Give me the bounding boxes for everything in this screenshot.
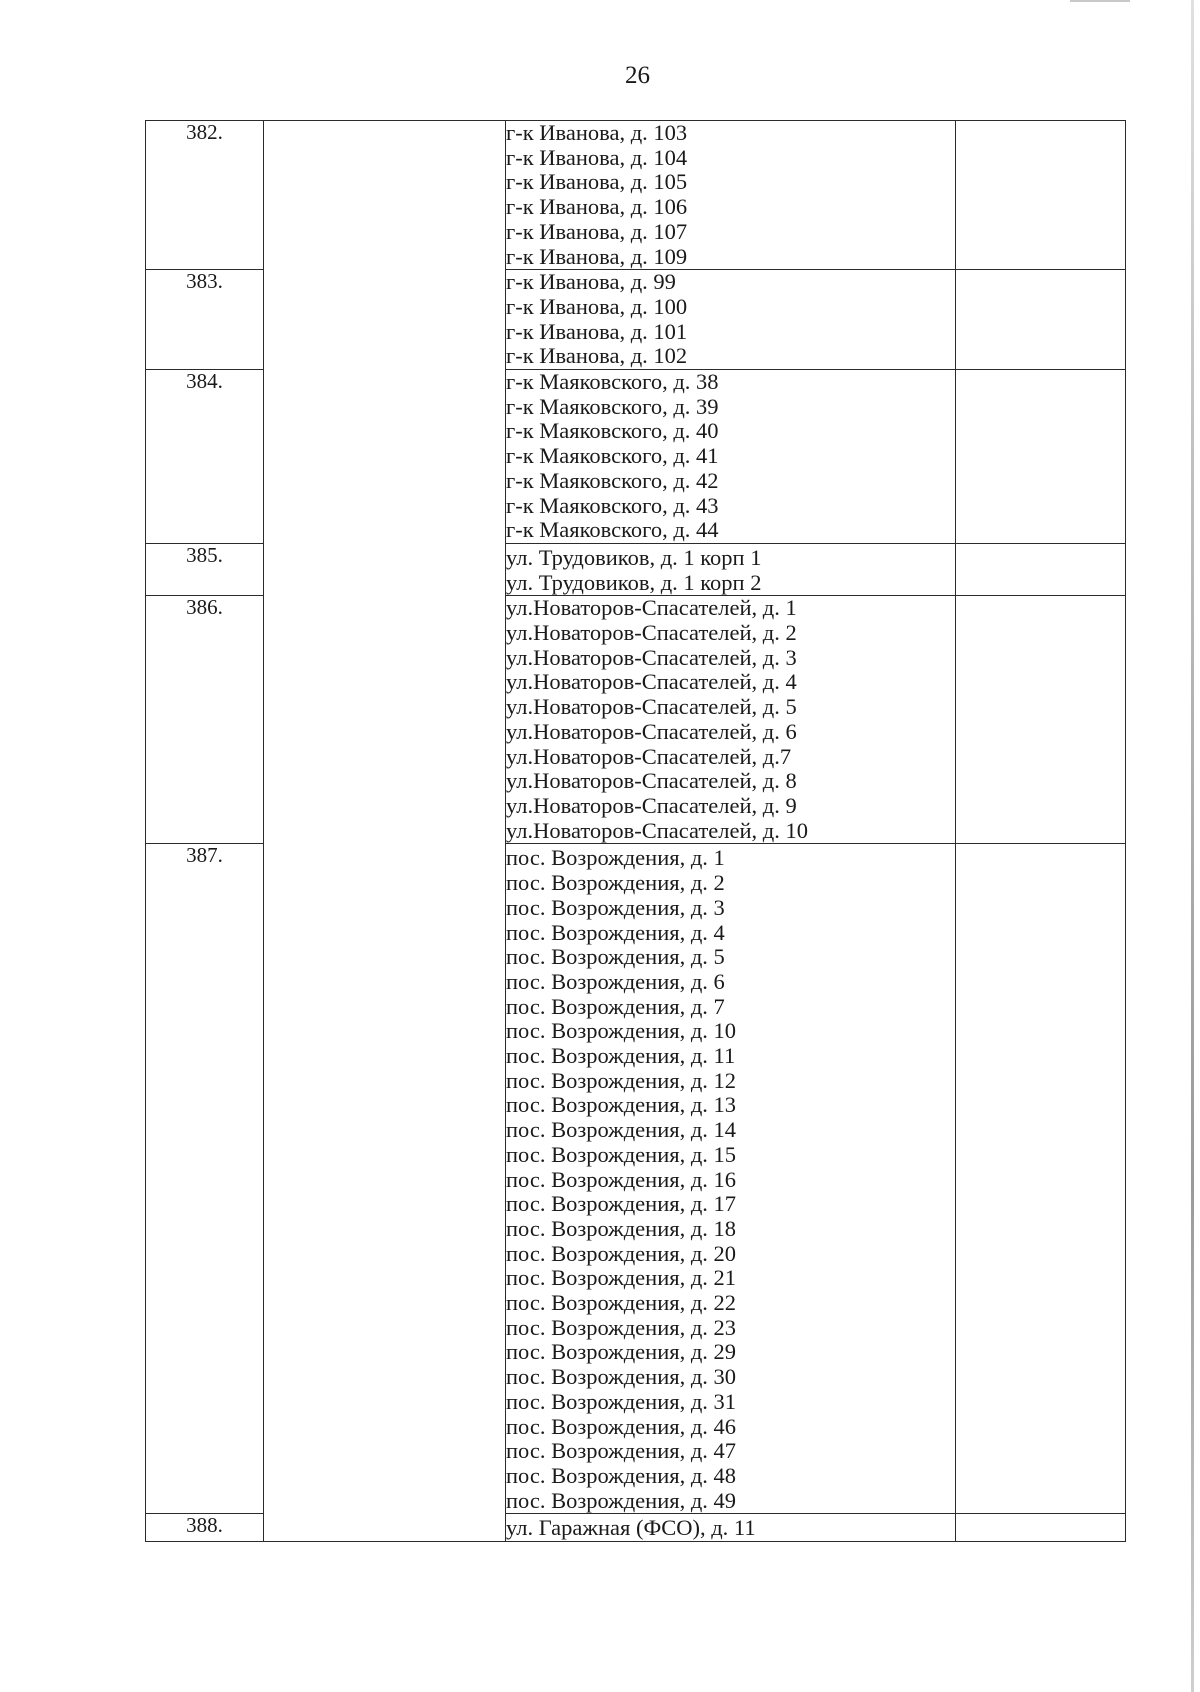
address-line: пос. Возрождения, д. 10	[506, 1018, 737, 1044]
row-number-cell	[146, 596, 264, 844]
address-line: ул.Новаторов-Спасателей, д. 8	[506, 768, 797, 794]
address-line: ул.Новаторов-Спасателей, д. 3	[506, 644, 797, 670]
row-number: 388.	[186, 1513, 223, 1538]
address-line: ул. Трудовиков, д. 1 корп 2	[506, 569, 762, 595]
address-line: ул.Новаторов-Спасателей, д. 9	[506, 792, 797, 818]
address-cell	[506, 1514, 956, 1542]
address-cell	[506, 596, 956, 844]
address-line: г-к Иванова, д. 109	[506, 243, 688, 269]
empty-cell	[956, 270, 1126, 370]
address-line: пос. Возрождения, д. 3	[506, 894, 725, 920]
address-line: г-к Иванова, д. 105	[506, 169, 688, 195]
address-cell	[506, 370, 956, 544]
address-line: г-к Маяковского, д. 44	[506, 517, 719, 543]
address-line: пос. Возрождения, д. 22	[506, 1290, 737, 1316]
address-line: ул. Гаражная (ФСО), д. 11	[506, 1515, 756, 1541]
address-line: пос. Возрождения, д. 15	[506, 1141, 737, 1167]
address-cell	[506, 270, 956, 370]
address-line: г-к Маяковского, д. 40	[506, 418, 719, 444]
address-line: пос. Возрождения, д. 46	[506, 1413, 737, 1439]
address-line: пос. Возрождения, д. 14	[506, 1117, 737, 1143]
address-line: ул. Трудовиков, д. 1 корп 1	[506, 544, 762, 570]
row-number: 384.	[186, 369, 223, 394]
row-number-cell	[146, 270, 264, 370]
empty-cell	[956, 543, 1126, 595]
address-line: пос. Возрождения, д. 23	[506, 1314, 737, 1340]
address-line: пос. Возрождения, д. 47	[506, 1438, 737, 1464]
row-number: 385.	[186, 542, 223, 567]
address-line: г-к Иванова, д. 107	[506, 218, 688, 244]
address-line: пос. Возрождения, д. 20	[506, 1240, 737, 1266]
row-number-cell	[146, 1514, 264, 1542]
address-line: г-к Иванова, д. 99	[506, 269, 676, 295]
address-line: пос. Возрождения, д. 12	[506, 1067, 737, 1093]
address-line: пос. Возрождения, д. 17	[506, 1191, 737, 1217]
address-line: пос. Возрождения, д. 21	[506, 1265, 737, 1291]
address-line: г-к Маяковского, д. 41	[506, 443, 719, 469]
address-line: г-к Маяковского, д. 42	[506, 467, 719, 493]
address-line: г-к Иванова, д. 103	[506, 120, 688, 145]
address-cell	[506, 844, 956, 1514]
address-line: ул.Новаторов-Спасателей, д.7	[506, 743, 792, 769]
row-number-cell	[146, 121, 264, 270]
empty-cell	[956, 370, 1126, 544]
table-row	[146, 121, 1126, 270]
empty-cell	[956, 844, 1126, 1514]
address-line: пос. Возрождения, д. 18	[506, 1215, 737, 1241]
address-line: ул.Новаторов-Спасателей, д. 2	[506, 620, 797, 646]
address-line: ул.Новаторов-Спасателей, д. 4	[506, 669, 797, 695]
address-line: г-к Маяковского, д. 38	[506, 369, 719, 395]
address-table-body	[146, 121, 1126, 1542]
address-line: пос. Возрождения, д. 7	[506, 993, 725, 1019]
address-line: пос. Возрождения, д. 2	[506, 870, 725, 896]
address-line: г-к Маяковского, д. 43	[506, 492, 719, 518]
address-line: пос. Возрождения, д. 48	[506, 1462, 737, 1488]
empty-cell	[956, 1514, 1126, 1542]
address-line: г-к Иванова, д. 101	[506, 318, 688, 344]
address-cell	[506, 121, 956, 270]
address-line: ул.Новаторов-Спасателей, д. 5	[506, 694, 797, 720]
address-line: пос. Возрождения, д. 1	[506, 845, 725, 871]
row-number: 383.	[186, 269, 223, 294]
address-line: пос. Возрождения, д. 11	[506, 1043, 736, 1069]
address-line: г-к Иванова, д. 102	[506, 343, 688, 369]
address-line: пос. Возрождения, д. 4	[506, 919, 725, 945]
page-number: 26	[625, 62, 650, 89]
address-line: пос. Возрождения, д. 29	[506, 1339, 737, 1365]
address-line: г-к Иванова, д. 104	[506, 144, 688, 170]
address-line: ул.Новаторов-Спасателей, д. 10	[506, 817, 808, 843]
row-number-cell	[146, 844, 264, 1514]
address-line: пос. Возрождения, д. 6	[506, 968, 725, 994]
address-line: ул.Новаторов-Спасателей, д. 6	[506, 718, 797, 744]
address-line: г-к Иванова, д. 100	[506, 293, 688, 319]
row-number: 387.	[186, 843, 223, 868]
address-line: пос. Возрождения, д. 16	[506, 1166, 737, 1192]
row-number: 382.	[186, 120, 223, 144]
row-number: 386.	[186, 595, 223, 620]
scan-edge-shadow	[1191, 0, 1194, 1692]
address-line: ул.Новаторов-Спасателей, д. 1	[506, 595, 797, 621]
address-cell	[506, 543, 956, 595]
address-line: г-к Маяковского, д. 39	[506, 393, 719, 419]
scan-top-mark	[1070, 0, 1130, 2]
organization-cell	[264, 121, 506, 1542]
row-number-cell	[146, 370, 264, 544]
address-line: пос. Возрождения, д. 30	[506, 1364, 737, 1390]
empty-cell	[956, 596, 1126, 844]
address-line: пос. Возрождения, д. 49	[506, 1487, 737, 1513]
address-line: пос. Возрождения, д. 31	[506, 1388, 737, 1414]
row-number-cell	[146, 543, 264, 595]
address-table	[145, 120, 1126, 1542]
empty-cell	[956, 121, 1126, 270]
address-line: пос. Возрождения, д. 5	[506, 944, 725, 970]
address-line: пос. Возрождения, д. 13	[506, 1092, 737, 1118]
address-line: г-к Иванова, д. 106	[506, 194, 688, 220]
